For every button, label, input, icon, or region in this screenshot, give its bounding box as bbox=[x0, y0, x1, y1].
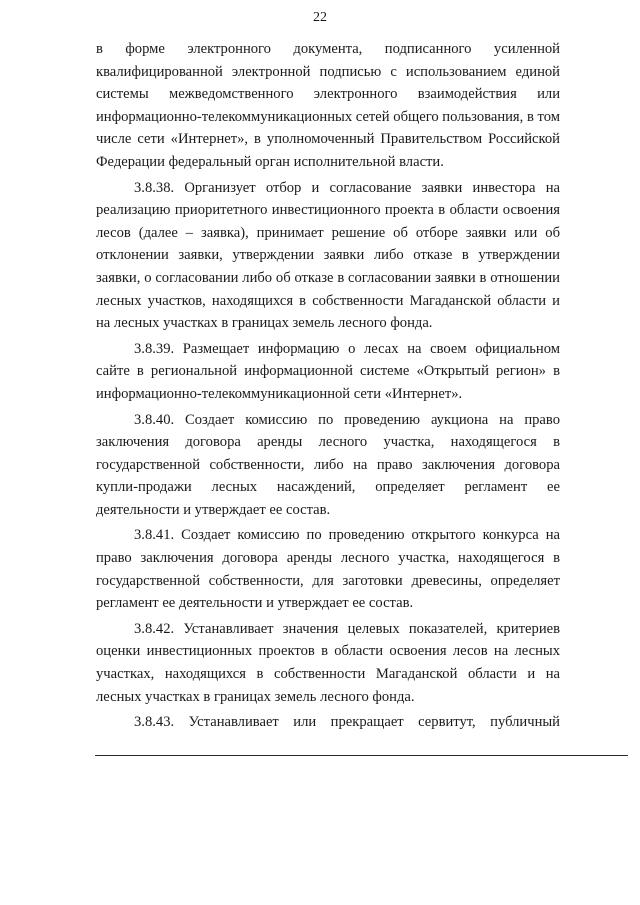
paragraph-3-8-38: 3.8.38. Организует отбор и согласование заявки инвестора на реализацию приоритетного инвестиционного проекта в области освоения лесов (далее – заявка), принимает решение об отборе заявки или об отклонении заявки, утверждении заявки либо отказе в утверждении заявки, о согласовании либо об отказе в согласовании заявки в отношении лесных участков, находящихся в собственности Магаданской области и на лесных участках в границах земель лесного фонда. bbox=[96, 179, 560, 332]
paragraph-3-8-42: 3.8.42. Устанавливает значения целевых показателей, критериев оценки инвестиционных проектов в области освоения лесов на лесных участках, находящихся в собственности Магаданской области и на лесных участках в границах земель лесного фонда. bbox=[96, 620, 560, 705]
page-number: 22 bbox=[313, 10, 327, 25]
paragraph-continuation: в форме электронного документа, подписанного усиленной квалифицированной электронной подписью с использованием единой системы межведомственного электронного взаимодействия или информационно-телекоммуникационных сетей общего пользования, в том числе сети «Интернет», в уполномоченный Правительством Российской Федерации федеральный орган исполнительной власти. bbox=[96, 41, 560, 170]
document-body bbox=[96, 38, 560, 734]
paragraph-3-8-43: 3.8.43. Устанавливает или прекращает сервитут, публичный bbox=[134, 714, 560, 731]
paragraph-3-8-39: 3.8.39. Размещает информацию о лесах на своем официальном сайте в региональной информационной системе «Открытый регион» в информационно-телекоммуникационной сети «Интернет». bbox=[96, 340, 560, 402]
paragraph-3-8-41: 3.8.41. Создает комиссию по проведению открытого конкурса на право заключения договора аренды лесного участка, находящегося в государственной собственности, для заготовки древесины, определяет регламент ее деятельности и утверждает ее состав. bbox=[96, 527, 560, 612]
footer-divider bbox=[95, 755, 628, 756]
paragraph-3-8-40: 3.8.40. Создает комиссию по проведению аукциона на право заключения договора аренды лесного участка, находящегося в государственной собственности, либо на право заключения договора купли-продажи лесных насаждений, определяет регламент ее деятельности и утверждает ее состав. bbox=[96, 411, 560, 518]
